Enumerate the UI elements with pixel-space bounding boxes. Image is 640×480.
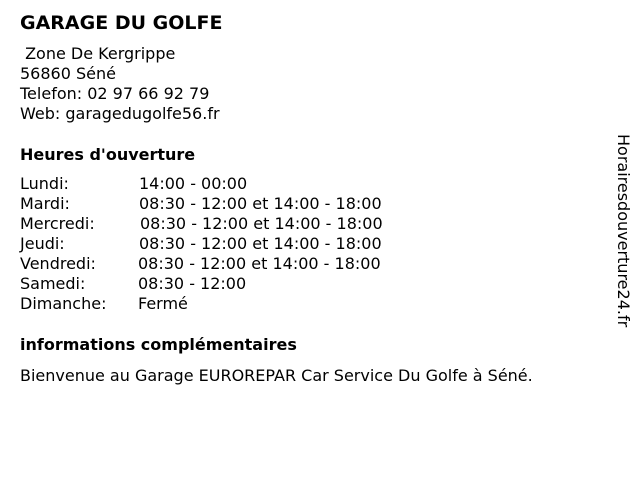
address-street: Zone De Kergrippe [20,44,176,63]
additional-info-text: Bienvenue au Garage EUROREPAR Car Service Du Golfe à Séné. [20,366,533,385]
additional-info-heading: informations complémentaires [20,335,297,354]
day-label: Dimanche: [20,294,107,313]
time-value: 08:30 - 12:00 [138,274,247,293]
business-address [20,44,220,124]
time-value: 08:30 - 12:00 et 14:00 - 18:00 [139,234,382,253]
day-label: Vendredi: [20,254,96,273]
web-line: Web: garagedugolfe56.fr [20,104,220,123]
day-label: Lundi: [20,174,69,193]
time-value: Fermé [138,294,188,313]
opening-hours-heading: Heures d'ouverture [20,145,196,164]
time-value: 08:30 - 12:00 et 14:00 - 18:00 [140,214,383,233]
phone-line: Telefon: 02 97 66 92 79 [20,84,210,103]
day-label: Jeudi: [20,234,65,253]
address-city: 56860 Séné [20,64,116,83]
site-watermark: Horairesdouverture24.fr [614,134,633,328]
time-value: 14:00 - 00:00 [139,174,248,193]
time-value: 08:30 - 12:00 et 14:00 - 18:00 [138,254,381,273]
day-label: Mercredi: [20,214,95,233]
day-label: Mardi: [20,194,70,213]
business-name: GARAGE DU GOLFE [20,12,223,34]
day-label: Samedi: [20,274,86,293]
time-value: 08:30 - 12:00 et 14:00 - 18:00 [139,194,382,213]
